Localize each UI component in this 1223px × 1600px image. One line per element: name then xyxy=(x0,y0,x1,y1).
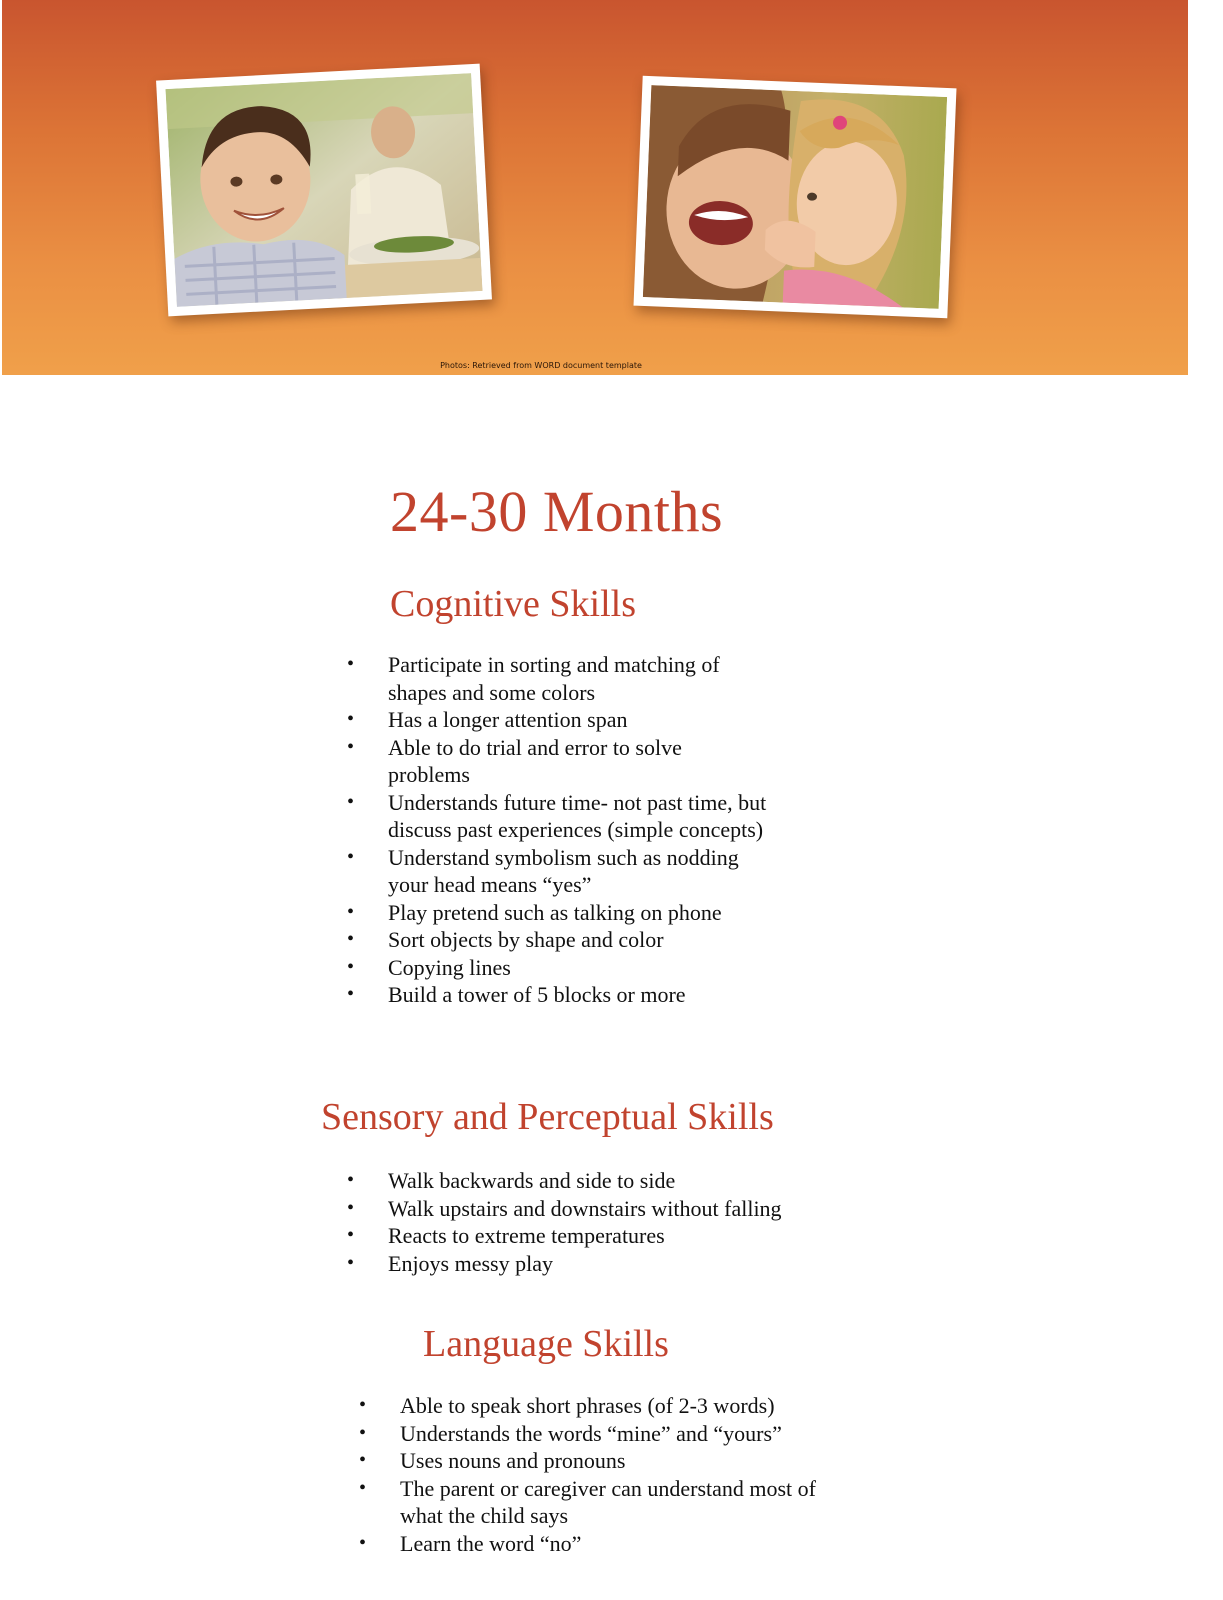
heading-sensory-perceptual-skills: Sensory and Perceptual Skills xyxy=(321,1096,774,1138)
list-item: • Walk backwards and side to side xyxy=(388,1167,848,1195)
list-item: • Understands the words “mine” and “yours” xyxy=(400,1420,840,1448)
list-item: • Able to speak short phrases (of 2-3 words) xyxy=(400,1392,840,1420)
photo-girl-whispering xyxy=(634,76,957,318)
heading-cognitive-skills: Cognitive Skills xyxy=(390,583,636,625)
header-banner xyxy=(2,0,1188,375)
list-item: • Reacts to extreme temperatures xyxy=(388,1222,848,1250)
sensory-skills-list xyxy=(388,1167,848,1277)
list-item: • Understand symbolism such as nodding your head means “yes” xyxy=(388,844,768,899)
list-item: • Copying lines xyxy=(388,954,768,982)
list-item: • Build a tower of 5 blocks or more xyxy=(388,981,768,1009)
photo-credit: Photos: Retrieved from WORD document template xyxy=(440,361,642,370)
photo-girl-image xyxy=(643,85,947,309)
photo-boy-at-table xyxy=(156,64,492,317)
list-item: • Has a longer attention span xyxy=(388,706,768,734)
list-item: • The parent or caregiver can understand most of what the child says xyxy=(400,1475,840,1530)
list-item: • Participate in sorting and matching of shapes and some colors xyxy=(388,651,768,706)
list-item: • Uses nouns and pronouns xyxy=(400,1447,840,1475)
list-item: • Understands future time- not past time, but discuss past experiences (simple concepts) xyxy=(388,789,768,844)
cognitive-skills-list xyxy=(388,651,768,1009)
heading-language-skills: Language Skills xyxy=(423,1323,669,1365)
list-item: • Walk upstairs and downstairs without falling xyxy=(388,1195,848,1223)
language-skills-list xyxy=(400,1392,840,1557)
list-item: • Play pretend such as talking on phone xyxy=(388,899,768,927)
page-title: 24-30 Months xyxy=(390,479,724,544)
list-item: • Able to do trial and error to solve problems xyxy=(388,734,768,789)
photo-boy-image xyxy=(166,73,483,307)
list-item: • Enjoys messy play xyxy=(388,1250,848,1278)
list-item: • Sort objects by shape and color xyxy=(388,926,768,954)
list-item: • Learn the word “no” xyxy=(400,1530,840,1558)
